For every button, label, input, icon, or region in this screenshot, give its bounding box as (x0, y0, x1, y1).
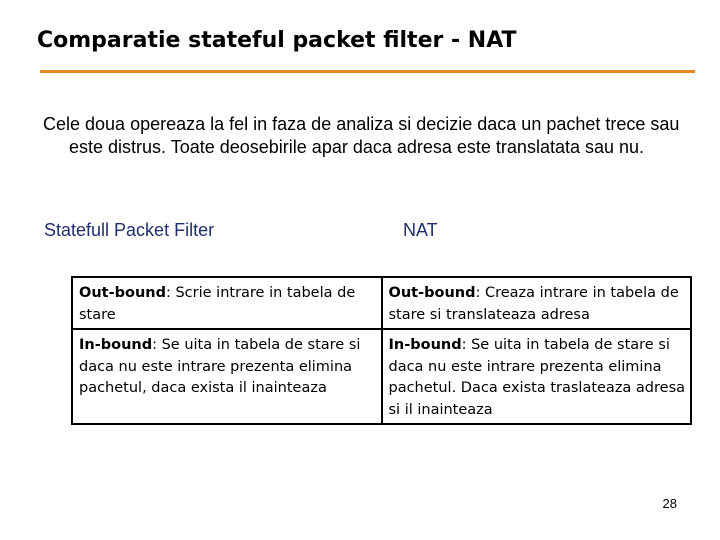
column-label-nat: NAT (403, 220, 438, 240)
comparison-table (71, 276, 692, 425)
cell-text: : Se uita in tabela de stare si daca nu este intrare prezenta elimina pachetul. Daca exista traslateaza adresa si il inainteaza (388, 337, 686, 418)
intro-paragraph: Cele doua opereaza la fel in faza de analiza si decizie daca un pachet trece sau este distrus. Toate deosebirile apar daca adresa este translatata sau nu. (43, 114, 680, 157)
table-cell-nat-inbound (382, 329, 692, 424)
table-cell-stateful-inbound (72, 329, 382, 424)
cell-text: : Se uita in tabela de stare si daca nu este intrare prezenta elimina pachetul, daca exista il inainteaza (79, 337, 361, 396)
cell-label: Out-bound (79, 285, 166, 301)
table-row-outbound (72, 277, 691, 329)
page-number: 28 (662, 496, 677, 511)
title-underline (40, 70, 695, 73)
table-row-inbound (72, 329, 691, 424)
cell-label: In-bound (79, 337, 153, 353)
cell-label: Out-bound (388, 285, 476, 301)
cell-label: In-bound (388, 337, 462, 353)
table-cell-nat-outbound (382, 277, 692, 329)
slide-title: Comparatie stateful packet filter - NAT (37, 28, 517, 53)
cell-text: : Scrie intrare in tabela de stare (79, 285, 356, 323)
column-label-stateful: Statefull Packet Filter (44, 220, 215, 240)
cell-text: : Creaza intrare in tabela de stare si translateaza adresa (388, 285, 679, 323)
table-cell-stateful-outbound (72, 277, 382, 329)
